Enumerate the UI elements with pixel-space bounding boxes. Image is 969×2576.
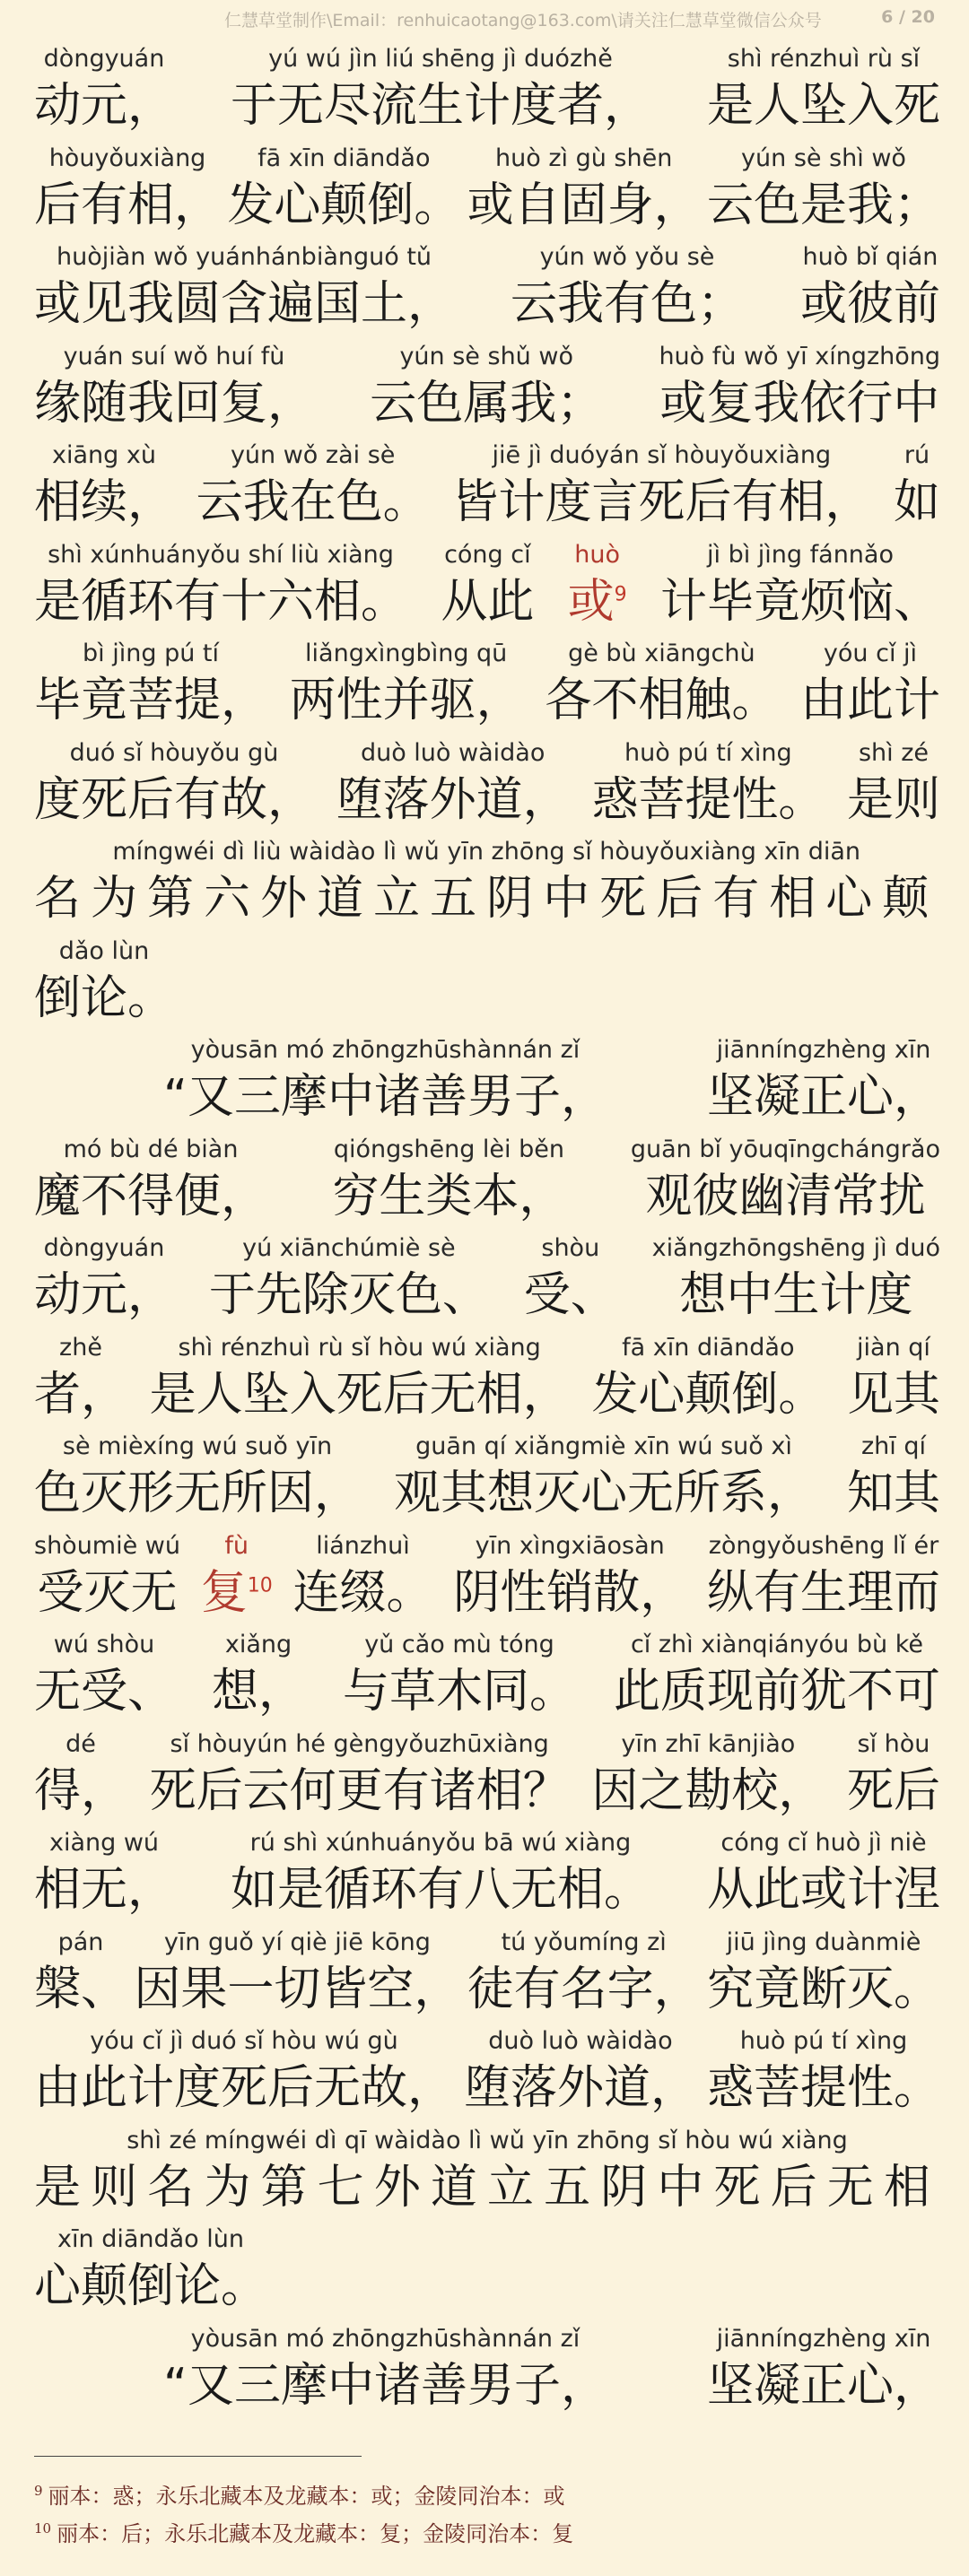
text-segment	[847, 734, 940, 829]
text-segment	[212, 1625, 305, 1720]
hanzi: 想中生计度	[679, 1268, 913, 1322]
text-segment	[34, 139, 221, 234]
pinyin: duò luò wàidào	[360, 738, 546, 767]
pinyin: yú wú jìn liú shēng jì duózhě	[268, 45, 613, 73]
hanzi: 魔不得便，	[34, 1169, 268, 1223]
pinyin: xiǎngzhōngshēng jì duó	[651, 1234, 940, 1262]
hanzi: 相续，	[34, 475, 175, 529]
footnote-marker: 9	[34, 2483, 43, 2499]
pinyin: tú yǒumíng zì	[501, 1928, 667, 1956]
hanzi: 心颠倒论。	[34, 2259, 268, 2313]
hanzi: 发心颠倒。	[227, 178, 461, 232]
pinyin: yòusān mó zhōngzhūshànnán zǐ	[190, 2324, 581, 2353]
hanzi: 惑菩提性。	[706, 2061, 940, 2115]
pinyin: jì bì jìng fánnǎo	[707, 540, 894, 569]
hanzi: 是人坠入死后无相，	[149, 1367, 570, 1422]
text-segment	[451, 436, 871, 531]
text-line	[34, 2121, 940, 2221]
pinyin: liánzhuì	[316, 1531, 410, 1560]
text-segment	[336, 734, 570, 829]
text-segment	[163, 1031, 607, 1126]
text-segment	[34, 1427, 361, 1522]
text-segment	[707, 2022, 940, 2117]
text-segment	[34, 1823, 174, 1919]
hanzi: 无受、	[34, 1665, 175, 1719]
hanzi: 此质现前犹不可	[613, 1665, 940, 1719]
pinyin: jiàn qí	[857, 1333, 930, 1362]
text-segment	[150, 1328, 570, 1423]
hanzi: “又三摩中诸善男子，	[163, 1070, 607, 1124]
pinyin: guān qí xiǎngmiè xīn wú suǒ xì	[415, 1432, 792, 1460]
text-line	[34, 139, 940, 239]
hanzi: 复$^{10}$	[200, 1565, 273, 1620]
footnote-text: 丽本：后；永乐北藏本及龙藏本：复；金陵同治本：复	[57, 2521, 574, 2546]
pinyin: shì zé	[858, 738, 929, 767]
text-segment	[34, 634, 267, 729]
text-segment	[196, 436, 430, 531]
pinyin: wú shòu	[53, 1631, 155, 1658]
text-segment	[34, 2121, 940, 2216]
hanzi: 于无尽流生计度者，	[230, 79, 650, 133]
text-segment	[134, 1923, 460, 2018]
hanzi: 或复我依行中	[659, 376, 940, 431]
text-segment	[34, 1229, 174, 1324]
text-segment	[231, 39, 650, 135]
hanzi: 或$^9$	[567, 574, 627, 629]
footnote-9	[34, 2473, 940, 2511]
hanzi: 穷生类本，	[332, 1169, 566, 1223]
text-segment	[524, 1229, 617, 1324]
pinyin: fā xīn diāndǎo	[622, 1333, 795, 1362]
pinyin: fù	[224, 1531, 249, 1560]
pinyin: huòjiàn wǒ yuánhánbiànguó tǔ	[56, 243, 432, 271]
variant-character	[568, 535, 627, 631]
header-title: 仁慧草堂制作\Email：renhuicaotang@163.com\请关注仁慧草堂微信公众号	[224, 11, 822, 30]
text-line	[34, 1427, 940, 1527]
hanzi: 动元，	[34, 79, 175, 133]
page-number: 6 / 20	[881, 7, 935, 27]
text-segment	[847, 1328, 940, 1423]
pinyin: jiānníngzhèng xīn	[716, 2324, 931, 2353]
hanzi: 云我有色；	[510, 277, 744, 331]
pinyin: yún wǒ yǒu sè	[539, 243, 715, 271]
text-segment	[34, 1328, 127, 1423]
text-line	[34, 1625, 940, 1725]
hanzi: 倒论。	[34, 970, 175, 1025]
hanzi: 因果一切皆空，	[134, 1962, 461, 2016]
hanzi: 从此或计涅	[706, 1863, 940, 1917]
text-segment	[847, 1725, 940, 1820]
pinyin: xīn diāndǎo lùn	[57, 2225, 244, 2253]
pinyin: yún sè shì wǒ	[741, 144, 906, 172]
text-segment	[591, 734, 825, 829]
pinyin: zòngyǒushēng lǐ ér	[708, 1531, 939, 1560]
hanzi: 如是循环有八无相。	[230, 1863, 650, 1917]
hanzi: 云色是我；	[706, 178, 940, 232]
pinyin: mó bù dé biàn	[63, 1135, 239, 1163]
text-line	[34, 535, 940, 635]
pinyin: guān bǐ yōuqīngchángrǎo	[630, 1135, 940, 1163]
pinyin: yú xiānchúmiè sè	[242, 1234, 456, 1262]
pinyin: dòngyuán	[43, 45, 165, 73]
hanzi: 是则名为第七外道立五阴中死后无相	[34, 2160, 940, 2215]
pinyin: sǐ hòuyún hé gèngyǒuzhūxiàng	[170, 1729, 549, 1758]
hanzi: 动元，	[34, 1268, 175, 1322]
hanzi: 由此计度死后无故，	[34, 2061, 455, 2115]
hanzi: 因之勘校，	[591, 1763, 825, 1818]
text-segment	[34, 2022, 454, 2117]
hanzi: 各不相触。	[545, 674, 779, 727]
hanzi: 毕竟菩提，	[34, 674, 268, 727]
hanzi: 见其	[846, 1367, 940, 1422]
text-segment	[707, 39, 940, 135]
text-segment	[34, 832, 938, 927]
pinyin: huò fù wǒ yī xíngzhōng	[659, 342, 940, 370]
pinyin: huò bǐ qián	[802, 243, 938, 271]
text-line	[34, 238, 940, 337]
pinyin: duó sǐ hòuyǒu gù	[69, 738, 279, 767]
footnote-ref[interactable]: 9	[614, 583, 627, 606]
pinyin: shì rénzhuì rù sǐ hòu wú xiàng	[178, 1333, 541, 1362]
text-segment	[707, 1923, 940, 2018]
text-segment	[231, 1823, 650, 1919]
hanzi: 是循环有十六相。	[34, 574, 408, 629]
pinyin: sǐ hòu	[857, 1729, 930, 1758]
hanzi: 色灭形无所因，	[34, 1466, 362, 1520]
hanzi: 徒有名字，	[467, 1962, 701, 2016]
pinyin: hòuyǒuxiàng	[48, 144, 206, 172]
footnote-divider	[34, 2456, 362, 2457]
text-segment	[707, 1527, 940, 1622]
hanzi: 名为第六外道立五阴中死后有相心颠	[34, 872, 939, 926]
pinyin: huò	[574, 540, 621, 569]
text-segment	[464, 2022, 697, 2117]
text-segment	[631, 1130, 940, 1225]
text-segment	[707, 139, 940, 234]
variant-character	[201, 1527, 273, 1622]
hanzi: 相无，	[34, 1863, 175, 1917]
pinyin: míngwéi dì liù wàidào lì wǔ yīn zhōng sǐ hòuyǒuxiàng xīn diān	[112, 838, 860, 866]
text-segment	[290, 634, 523, 729]
text-line	[34, 2220, 940, 2319]
hanzi: 如	[893, 475, 940, 529]
text-segment	[467, 139, 701, 234]
text-segment	[847, 1427, 940, 1522]
text-segment	[34, 238, 454, 333]
text-segment	[150, 1725, 570, 1820]
footnote-10	[34, 2511, 940, 2548]
hanzi: 受灭无	[37, 1565, 178, 1620]
text-segment	[591, 1328, 825, 1423]
hanzi: 或自固身，	[467, 178, 701, 232]
text-segment	[614, 1625, 940, 1720]
hanzi: 究竟断灭。	[706, 1962, 940, 2016]
text-segment	[34, 1625, 174, 1720]
pinyin: yòusān mó zhōngzhūshànnán zǐ	[190, 1036, 581, 1064]
text-segment	[894, 436, 940, 531]
text-segment	[34, 436, 174, 531]
hanzi: 死后	[846, 1763, 940, 1818]
hanzi: 槃、	[34, 1962, 128, 2016]
pinyin: yún sè shǔ wǒ	[399, 342, 573, 370]
pinyin: shòu	[541, 1234, 600, 1262]
text-segment	[441, 535, 534, 631]
pinyin: yīn xìngxiāosàn	[475, 1531, 665, 1560]
text-segment	[292, 1527, 432, 1622]
hanzi: 得，	[34, 1763, 128, 1818]
text-segment	[34, 1527, 180, 1622]
pinyin: cóng cǐ huò jì niè	[720, 1829, 927, 1857]
text-line	[34, 436, 940, 535]
text-segment	[591, 1725, 825, 1820]
hanzi: 受、	[523, 1268, 617, 1322]
hanzi: 或彼前	[799, 277, 940, 331]
hanzi: 堕落外道，	[463, 2061, 697, 2115]
text-segment	[209, 1229, 489, 1324]
hanzi: 坚凝正心，	[706, 1070, 940, 1124]
hanzi: 发心颠倒。	[591, 1367, 825, 1422]
pinyin: xiāng xù	[52, 441, 156, 469]
hanzi: 云色属我；	[370, 376, 604, 431]
pinyin: shì zé míngwéi dì qī wàidào lì wǔ yīn zhōng sǐ hòu wú xiàng	[127, 2126, 848, 2154]
pinyin: zhī qí	[860, 1432, 926, 1460]
text-line	[34, 39, 940, 139]
text-line	[34, 1823, 940, 1923]
hanzi: 堕落外道，	[336, 772, 570, 827]
hanzi: 死后云何更有诸相？	[149, 1763, 570, 1818]
text-segment	[659, 337, 940, 432]
pinyin: yóu cǐ jì duó sǐ hòu wú gù	[90, 2027, 398, 2055]
pinyin: fā xīn diāndǎo	[258, 144, 431, 172]
text-segment	[34, 535, 407, 631]
text-segment	[163, 2319, 607, 2415]
pinyin: qióngshēng lèi běn	[333, 1135, 564, 1163]
hanzi: 度死后有故，	[34, 772, 315, 827]
hanzi: 由此计	[799, 674, 940, 727]
text-line	[34, 832, 940, 932]
page-header	[0, 0, 969, 39]
text-line	[34, 1527, 940, 1626]
hanzi: 缘随我回复，	[34, 376, 315, 431]
hanzi: 想，	[211, 1665, 305, 1719]
text-segment	[511, 238, 744, 333]
pinyin: yún wǒ zài sè	[230, 441, 396, 469]
text-segment	[707, 2319, 940, 2415]
pinyin: bì jìng pú tí	[83, 640, 219, 667]
hanzi: 阴性销散，	[453, 1565, 687, 1620]
text-segment	[800, 634, 940, 729]
hanzi: 连缀。	[292, 1565, 433, 1620]
hanzi: 纵有生理而	[706, 1565, 940, 1620]
hanzi: “又三摩中诸善男子，	[163, 2358, 607, 2413]
text-segment	[707, 1031, 940, 1126]
pinyin: sè mièxíng wú suǒ yīn	[62, 1432, 333, 1460]
pinyin: yīn zhī kānjiào	[621, 1729, 796, 1758]
text-segment	[652, 1229, 940, 1324]
pinyin: jiē jì duóyán sǐ hòuyǒuxiàng	[492, 441, 832, 469]
text-line	[34, 1725, 940, 1824]
text-segment	[370, 337, 603, 432]
pinyin: xiàng wú	[48, 1829, 160, 1857]
text-line	[34, 1130, 940, 1230]
text-segment	[227, 139, 460, 234]
hanzi: 者，	[34, 1367, 128, 1422]
pinyin: shòumiè wú	[34, 1531, 181, 1560]
pinyin: gè bù xiāngchù	[568, 640, 755, 667]
pinyin: dé	[65, 1729, 96, 1758]
text-segment	[467, 1923, 701, 2018]
text-segment	[34, 1725, 127, 1820]
footnote-marker: 10	[34, 2520, 52, 2537]
pinyin: dòngyuán	[43, 1234, 165, 1262]
text-line	[34, 2319, 940, 2419]
text-line	[34, 337, 940, 437]
pinyin: cóng cǐ	[444, 540, 531, 569]
text-segment	[34, 734, 314, 829]
hanzi: 从此	[441, 574, 535, 629]
pinyin: yuán suí wǒ huí fù	[63, 342, 285, 370]
pinyin: rú shì xúnhuányǒu bā wú xiàng	[249, 1829, 632, 1857]
text-segment	[34, 2220, 267, 2315]
hanzi: 或见我圆含遍国土，	[34, 277, 455, 331]
pinyin: cǐ zhì xiànqiányóu bù kě	[630, 1631, 923, 1658]
text-line	[34, 634, 940, 734]
pinyin: rú	[904, 441, 930, 469]
hanzi: 后有相，	[34, 178, 222, 232]
pinyin: jiū jìng duànmiè	[726, 1928, 921, 1956]
text-line	[34, 1923, 940, 2023]
hanzi: 与草木同。	[342, 1665, 576, 1719]
text-segment	[343, 1625, 576, 1720]
text-line	[34, 1031, 940, 1130]
pinyin: jiānníngzhèng xīn	[716, 1036, 931, 1064]
hanzi: 知其	[846, 1466, 940, 1520]
pinyin: yǔ cǎo mù tóng	[364, 1631, 554, 1658]
hanzi: 云我在色。	[196, 475, 430, 529]
text-line	[34, 734, 940, 833]
scripture-text	[34, 39, 940, 2418]
footnote-text: 丽本：惑；永乐北藏本及龙藏本：或；金陵同治本：或	[48, 2484, 565, 2509]
text-segment	[34, 1923, 127, 2018]
hanzi: 于先除灭色、	[208, 1268, 489, 1322]
text-line	[34, 1229, 940, 1328]
hanzi: 皆计度言死后有相，	[451, 475, 872, 529]
hanzi: 坚凝正心，	[706, 2358, 940, 2413]
hanzi: 观其想灭心无所系，	[393, 1466, 814, 1520]
pinyin: shì xúnhuányǒu shí liù xiàng	[48, 540, 394, 569]
hanzi: 观彼幽清常扰	[645, 1169, 926, 1223]
pinyin: yīn guǒ yí qiè jiē kōng	[163, 1928, 431, 1956]
hanzi: 是人坠入死	[706, 79, 940, 133]
text-line	[34, 1328, 940, 1428]
text-segment	[800, 238, 940, 333]
text-segment	[34, 337, 314, 432]
pinyin: zhě	[59, 1333, 102, 1362]
pinyin: shì rénzhuì rù sǐ	[727, 45, 921, 73]
hanzi: 两性并驱，	[289, 674, 523, 727]
pinyin: pán	[57, 1928, 104, 1956]
text-segment	[453, 1527, 686, 1622]
pinyin: duò luò wàidào	[488, 2027, 673, 2055]
text-segment	[394, 1427, 814, 1522]
text-line	[34, 932, 940, 1031]
hanzi: 惑菩提性。	[591, 772, 825, 827]
hanzi: 是则	[846, 772, 940, 827]
footnotes	[34, 2456, 940, 2548]
hanzi: 计毕竟烦恼、	[659, 574, 940, 629]
pinyin: xiǎng	[224, 1631, 292, 1658]
pinyin: huò zì gù shēn	[495, 144, 673, 172]
text-segment	[34, 1130, 267, 1225]
pinyin: huò pú tí xìng	[739, 2027, 908, 2055]
text-segment	[545, 634, 778, 729]
text-segment	[707, 1823, 940, 1919]
text-segment	[34, 932, 174, 1027]
text-segment	[660, 535, 940, 631]
footnote-ref[interactable]: 10	[247, 1574, 273, 1597]
pinyin: huò pú tí xìng	[624, 738, 792, 767]
text-segment	[34, 39, 174, 135]
pinyin: yóu cǐ jì	[823, 640, 918, 667]
text-line	[34, 2022, 940, 2121]
text-segment	[332, 1130, 565, 1225]
pinyin: liǎngxìngbìng qū	[305, 640, 508, 667]
pinyin: dǎo lùn	[58, 936, 150, 965]
